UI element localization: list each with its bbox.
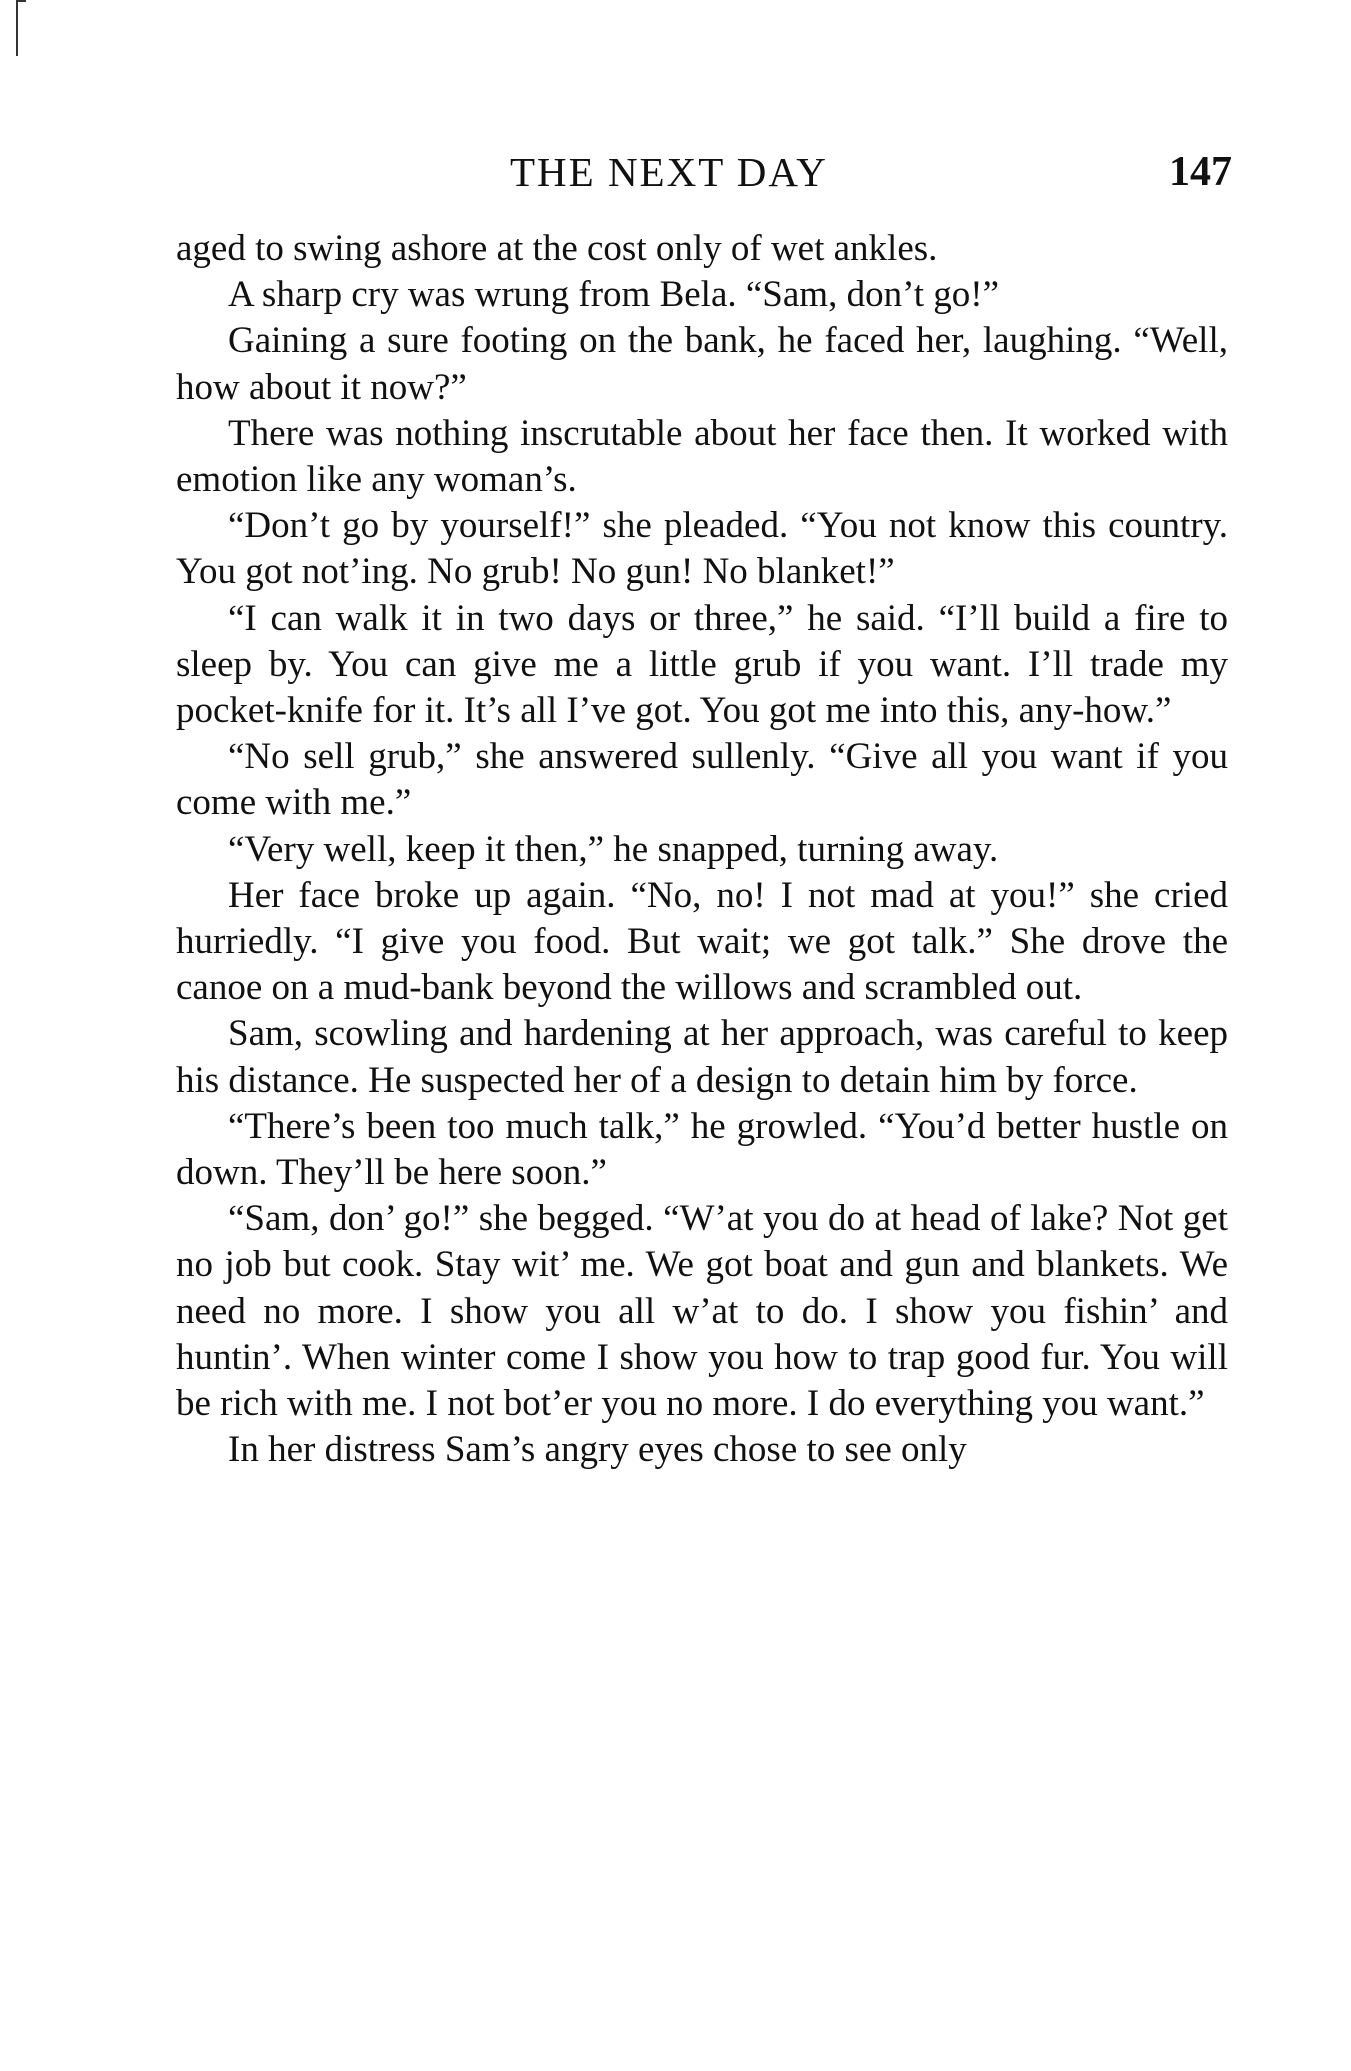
paragraph: Gaining a sure footing on the bank, he faced her, laughing. “Well, how about it now?” (176, 320, 1228, 408)
page-corner-mark (16, 0, 18, 56)
paragraph: “No sell grub,” she answered sullenly. “Give all you want if you come with me.” (176, 736, 1228, 824)
running-title: THE NEXT DAY (510, 149, 828, 195)
body-text (176, 226, 1228, 1473)
page-header (176, 148, 1232, 200)
paragraph: “Very well, keep it then,” he snapped, turning away. (228, 828, 999, 870)
paragraph: Her face broke up again. “No, no! I not mad at you!” she cried hurriedly. “I give you food. But wait; we got talk.” She drove the canoe on a mud-bank beyond the willows and scrambled out. (176, 874, 1228, 1009)
paragraph: “There’s been too much talk,” he growled. “You’d better hustle on down. They’ll be here soon.” (176, 1105, 1228, 1194)
paragraph: In her distress Sam’s angry eyes chose to see only (228, 1429, 967, 1471)
paragraph: “I can walk it in two days or three,” he said. “I’ll build a fire to sleep by. You can give me a little grub if you want. I’ll trade my pocket-knife for it. It’s all I’ve got. You got me into this, any-how.” (176, 597, 1228, 732)
paragraph: Sam, scowling and hardening at her approach, was careful to keep his distance. He suspected her of a design to detain him by force. (176, 1013, 1228, 1101)
paragraph: “Don’t go by yourself!” she pleaded. “You not know this country. You got not’ing. No grub! No gun! No blanket!” (176, 505, 1228, 593)
paragraph: A sharp cry was wrung from Bela. “Sam, don’t go!” (228, 274, 1000, 316)
page-number: 147 (1169, 149, 1232, 195)
paragraph: aged to swing ashore at the cost only of wet ankles. (176, 228, 938, 269)
paragraph: There was nothing inscrutable about her face then. It worked with emotion like any woman’s. (176, 412, 1228, 501)
book-page (176, 148, 1232, 1473)
paragraph: “Sam, don’ go!” she begged. “W’at you do at head of lake? Not get no job but cook. Stay wit’ me. We got boat and gun and blankets. We need no more. I show you all w’at to do. I show you fishin’ and huntin’. When winter come I show you how to trap good fur. You will be rich with me. I not bot’er you no more. I do everything you want.” (176, 1198, 1228, 1425)
